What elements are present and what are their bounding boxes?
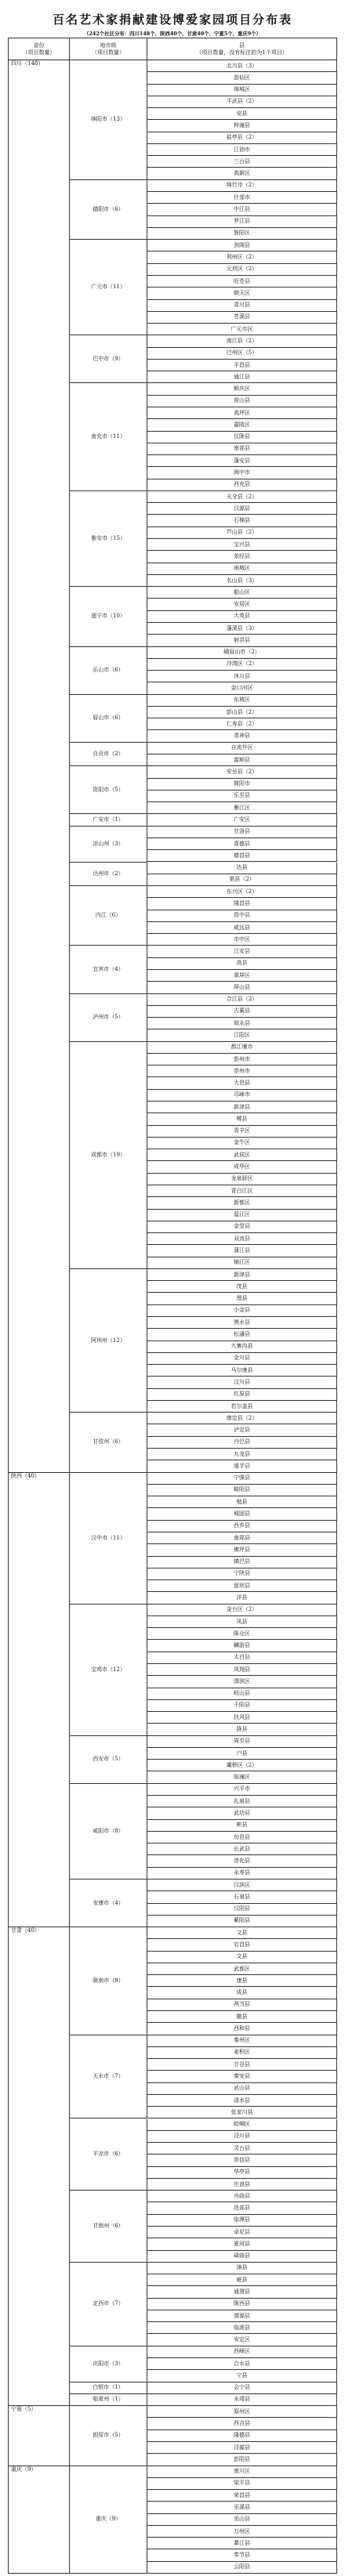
county-cell: 陇县: [147, 1724, 337, 1735]
county-cell: 两当县: [147, 1999, 337, 2011]
county-cell: 马尔康县: [147, 1365, 337, 1377]
province-cell: 甘肃（40）: [8, 1927, 70, 2406]
county-cell: 文县: [147, 1927, 337, 1939]
county-cell: 崇信县: [147, 2155, 337, 2166]
county-cell: 隆德县: [147, 2430, 337, 2442]
county-cell: 盐亭县（2）: [147, 132, 337, 144]
county-cell: 岐山县: [147, 1688, 337, 1700]
county-cell: 罗江县: [147, 216, 337, 228]
county-cell: 金口河区: [147, 682, 337, 694]
county-cell: 剑阁县: [147, 240, 337, 251]
county-cell: 奉节县: [147, 2549, 337, 2561]
county-cell: 张家川县: [147, 2107, 337, 2118]
county-cell: 什邡市: [147, 192, 337, 204]
city-cell: 甘南州（6）: [70, 2191, 147, 2263]
city-cell: 天水市（7）: [70, 2035, 147, 2119]
county-cell: 彬县: [147, 1820, 337, 1832]
header-province-line: 省份: [33, 42, 45, 49]
county-cell: 岷县: [147, 2274, 337, 2286]
county-cell: 简阳市: [147, 779, 337, 791]
county-cell: 道孚县: [147, 1460, 337, 1472]
county-cell: 东兴区（2）: [147, 886, 337, 898]
county-cell: 徽县: [147, 2011, 337, 2023]
county-cell: 荥经县: [147, 551, 337, 563]
county-cell: 市中区: [147, 934, 337, 946]
county-cell: 新津县: [147, 1269, 337, 1281]
county-cell: 扶风县: [147, 1712, 337, 1724]
county-cell: 宁强县: [147, 1473, 337, 1485]
city-cell: 咸阳市（8）: [70, 1784, 147, 1880]
county-cell: 汉滨区: [147, 1880, 337, 1891]
county-cell: 紫阳县: [147, 1916, 337, 1927]
county-cell: 庄浪县: [147, 2179, 337, 2191]
county-cell: 松潘县: [147, 1329, 337, 1340]
county-cell: 广元市区: [147, 324, 337, 335]
county-cell: 南郑县: [147, 1532, 337, 1544]
city-cell: 白银市（1）: [70, 2382, 147, 2394]
province-cell: 重庆（9）: [8, 2466, 70, 2574]
city-cell: 达州市（2）: [70, 863, 147, 887]
county-cell: 夏河县: [147, 2238, 337, 2250]
city-cell: 遂宁市（10）: [70, 587, 147, 646]
county-cell: 巴州区（5）: [147, 348, 337, 360]
city-cell: 南充市（11）: [70, 383, 147, 490]
county-cell: 秦安县: [147, 2071, 337, 2082]
county-cell: 西吉县: [147, 2418, 337, 2429]
county-cell: 石棉县: [147, 515, 337, 526]
county-cell: 洋县: [147, 1592, 337, 1604]
county-cell: 古蔺县: [147, 1006, 337, 1018]
county-cell: 西峰区: [147, 2346, 337, 2358]
county-cell: 新都区: [147, 1197, 337, 1209]
city-cell: 绵阳市（13）: [70, 60, 147, 180]
county-cell: 陈仓区: [147, 1628, 337, 1640]
county-cell: 泾源县: [147, 2442, 337, 2454]
city-cell: 西安市（5）: [70, 1736, 147, 1784]
county-cell: 沐川县: [147, 671, 337, 682]
county-cell: 青神县: [147, 730, 337, 742]
city-cell: 乐山市（6）: [70, 647, 147, 695]
county-cell: 安县: [147, 108, 337, 120]
county-cell: 江油市: [147, 144, 337, 156]
city-cell: 雅安市（15）: [70, 491, 147, 587]
county-cell: 嘉陵区: [147, 419, 337, 431]
city-cell: 庆阳市（3）: [70, 2346, 147, 2382]
county-cell: 兴平市: [147, 1784, 337, 1796]
county-cell: 元坝区（2）: [147, 264, 337, 276]
county-cell: 北川县（3）: [147, 60, 337, 72]
county-cell: 万州区: [147, 2526, 337, 2538]
county-cell: 西充县: [147, 479, 337, 491]
county-cell: 武功县: [147, 1807, 337, 1819]
county-cell: 迭部县: [147, 2202, 337, 2214]
county-cell: 荣昌县: [147, 2490, 337, 2502]
city-cell: 重庆（9）: [70, 2466, 147, 2574]
county-cell: 江安县: [147, 946, 337, 957]
province-cell: 陕西（40）: [8, 1473, 70, 1927]
county-cell: 青川县: [147, 300, 337, 312]
county-cell: 崆峒区: [147, 2119, 337, 2131]
county-cell: 临潭县: [147, 2215, 337, 2227]
county-cell: 旬邑县: [147, 1832, 337, 1843]
county-cell: 甘洛县: [147, 827, 337, 838]
city-cell: 安康市（4）: [70, 1880, 147, 1927]
county-cell: 营山县: [147, 396, 337, 407]
header-province: [8, 38, 70, 60]
county-cell: 汶川县: [147, 1377, 337, 1388]
county-cell: 佛坪县: [147, 1544, 337, 1556]
page-subtitle: （242个社区分布：四川148个、陕西40个、甘肃40个、宁夏5个、重庆9个）: [84, 31, 261, 37]
city-cell: 阿坝州（12）: [70, 1269, 147, 1413]
city-cell: 广安市（1）: [70, 814, 147, 826]
header-city-line: 地市级: [100, 42, 117, 49]
county-cell: 略阳县: [147, 1485, 337, 1496]
county-cell: 乐至县: [147, 791, 337, 802]
city-cell: 泸州市（5）: [70, 994, 147, 1042]
county-cell: 蓬溪县（3）: [147, 623, 337, 635]
county-cell: 广安区: [147, 814, 337, 826]
county-cell: 仪陇县: [147, 432, 337, 443]
county-cell: 苍溪县: [147, 312, 337, 324]
county-cell: 武山县: [147, 2083, 337, 2095]
county-cell: 麦积区: [147, 2047, 337, 2059]
city-cell: 巴中市（9）: [70, 335, 147, 383]
county-cell: 麟游县: [147, 1640, 337, 1652]
county-cell: 渭滨区: [147, 1676, 337, 1688]
county-cell: 长武县: [147, 1843, 337, 1855]
county-cell: 邛崃市: [147, 1090, 337, 1102]
county-cell: 自流井区: [147, 743, 337, 754]
county-cell: 泸定县: [147, 1424, 337, 1436]
county-cell: 户县: [147, 1748, 337, 1760]
county-cell: 金牛区: [147, 1138, 337, 1149]
county-cell: 彭山县（2）: [147, 707, 337, 718]
county-cell: 灞桥区（2）: [147, 1760, 337, 1771]
county-cell: 沙湾区（2）: [147, 659, 337, 671]
county-cell: 红原县: [147, 1389, 337, 1401]
county-cell: 金川县: [147, 1353, 337, 1365]
county-cell: 新津县: [147, 1102, 337, 1113]
county-cell: 通江县: [147, 371, 337, 383]
city-cell: 内江（6）: [70, 886, 147, 946]
county-cell: 宁陕县: [147, 1568, 337, 1580]
county-cell: 綦江县: [147, 2538, 337, 2549]
county-cell: 安岳县（2）: [147, 766, 337, 778]
county-cell: 西乡县: [147, 1521, 337, 1532]
county-cell: 崇州市: [147, 1065, 337, 1077]
county-cell: 都江堰市: [147, 1042, 337, 1054]
county-cell: 合水县: [147, 2358, 337, 2370]
county-cell: 雁江区: [147, 802, 337, 814]
project-distribution-table: [8, 38, 337, 2574]
county-cell: 成华区: [147, 1161, 337, 1173]
county-cell: 宝兴县: [147, 539, 337, 551]
county-cell: 阆中市: [147, 467, 337, 479]
header-city: [70, 38, 147, 60]
county-cell: 绵城区: [147, 85, 337, 96]
county-cell: 原州区: [147, 2406, 337, 2418]
city-cell: 凉山州（3）: [70, 827, 147, 863]
county-cell: 安定区: [147, 2334, 337, 2346]
county-cell: 周至县: [147, 1736, 337, 1748]
county-cell: 蓬安县: [147, 455, 337, 467]
county-cell: 碌曲县: [147, 2251, 337, 2263]
county-cell: 九寨沟县: [147, 1341, 337, 1353]
county-cell: 礼泉县: [147, 1796, 337, 1807]
county-cell: 云阳县: [147, 2562, 337, 2574]
city-cell: 定西市（7）: [70, 2263, 147, 2346]
county-cell: 陇西县: [147, 2299, 337, 2310]
county-cell: 青羊区: [147, 1126, 337, 1138]
county-cell: 高坪区: [147, 407, 337, 419]
page-title: 百名艺术家捐献建设博爱家园项目分布表: [52, 13, 292, 27]
county-cell: 理县: [147, 1293, 337, 1304]
county-cell: 船山区: [147, 587, 337, 599]
province-cell: 宁夏（5）: [8, 2406, 70, 2466]
county-cell: 临潼区: [147, 1771, 337, 1783]
county-cell: 雨城区: [147, 563, 337, 575]
county-cell: 金堂县: [147, 1221, 337, 1233]
county-cell: 龙泉驿区: [147, 1174, 337, 1185]
county-cell: 石泉县: [147, 1891, 337, 1903]
county-cell: 平武县（2）: [147, 96, 337, 108]
header-city-line: （项目数量）: [92, 49, 125, 56]
city-cell: 宝鸡市（12）: [70, 1605, 147, 1736]
county-cell: 武侯区: [147, 1149, 337, 1161]
county-cell: 三台县: [147, 156, 337, 168]
county-cell: 千阳县: [147, 1700, 337, 1712]
county-cell: 小金县: [147, 1305, 337, 1317]
county-cell: 九龙县: [147, 1449, 337, 1460]
city-cell: 陇南市（9）: [70, 1927, 147, 2035]
county-cell: 漳县: [147, 2263, 337, 2274]
county-cell: 彭州市: [147, 1054, 337, 1065]
province-cell: 四川（148）: [8, 60, 70, 1473]
county-cell: 南江县（2）: [147, 335, 337, 347]
county-cell: 文县: [147, 1952, 337, 1963]
city-cell: 汉中市（11）: [70, 1473, 147, 1605]
header-county-line: （项目数量，没有标注的为1个项目）: [196, 49, 288, 56]
county-cell: 渠县（2）: [147, 874, 337, 886]
county-cell: 黑水县: [147, 1317, 337, 1329]
county-cell: 巫溪县: [147, 2502, 337, 2513]
county-cell: 淳化县: [147, 1855, 337, 1867]
county-cell: 锦江区: [147, 1257, 337, 1269]
county-cell: 江阳区: [147, 1029, 337, 1041]
city-cell: 德阳市（6）: [70, 180, 147, 240]
county-cell: 宁县: [147, 2370, 337, 2382]
county-cell: 仁寿县（2）: [147, 718, 337, 730]
county-cell: 青白江区: [147, 1185, 337, 1197]
county-cell: 华亭县: [147, 2167, 337, 2179]
county-cell: 翠屏区: [147, 970, 337, 982]
county-cell: 通渭县: [147, 2286, 337, 2298]
city-cell: 眉山市（6）: [70, 695, 147, 743]
county-cell: 大英县: [147, 611, 337, 623]
county-cell: 汉源县: [147, 503, 337, 515]
county-cell: 彭阳县: [147, 2454, 337, 2466]
county-cell: 游仙区: [147, 72, 337, 84]
county-cell: 清水县: [147, 2095, 337, 2107]
county-cell: 德昌县: [147, 850, 337, 862]
county-cell: 凤翔县: [147, 1664, 337, 1676]
county-cell: 成县: [147, 1987, 337, 1999]
county-cell: 芦山县（2）: [147, 527, 337, 539]
county-cell: 达县: [147, 863, 337, 874]
county-cell: 温江区: [147, 1210, 337, 1221]
county-cell: 旌阳区: [147, 228, 337, 240]
county-cell: 城固县: [147, 1508, 337, 1520]
header-county: [147, 38, 337, 60]
county-cell: 叙永县: [147, 1018, 337, 1029]
county-cell: 秦州区: [147, 2035, 337, 2047]
county-cell: 大邑县: [147, 1077, 337, 1089]
county-cell: 临洮县: [147, 2322, 337, 2334]
county-cell: 朝天区: [147, 288, 337, 299]
county-cell: 灵台县: [147, 2143, 337, 2155]
county-cell: 合江县（2）: [147, 994, 337, 1006]
county-cell: 射洪县: [147, 635, 337, 646]
county-cell: 康县: [147, 1975, 337, 1987]
city-cell: 广元市（11）: [70, 240, 147, 335]
city-cell: 平凉市（6）: [70, 2119, 147, 2191]
county-cell: 名山县（3）: [147, 575, 337, 587]
county-cell: 威远县: [147, 922, 337, 934]
county-cell: 利州区（2）: [147, 251, 337, 263]
county-cell: 东坡区: [147, 695, 337, 707]
city-cell: 自贡市（2）: [70, 743, 147, 767]
city-cell: 宜宾市（4）: [70, 946, 147, 993]
county-cell: 汉阴县: [147, 1904, 337, 1916]
county-cell: 资中县: [147, 910, 337, 922]
county-cell: 镇巴县: [147, 1557, 337, 1568]
county-cell: 梓潼县: [147, 120, 337, 132]
county-cell: 永靖县: [147, 2394, 337, 2406]
county-cell: 蒲江县: [147, 1245, 337, 1257]
county-cell: 泾川县: [147, 2131, 337, 2143]
county-cell: 绵竹市（2）: [147, 180, 337, 192]
county-cell: 高新区: [147, 168, 337, 179]
county-cell: 屏山县: [147, 982, 337, 993]
county-cell: 中江县: [147, 204, 337, 215]
county-cell: 留坝县: [147, 1580, 337, 1592]
county-cell: 梁平县: [147, 2478, 337, 2490]
county-cell: 安居区: [147, 599, 337, 610]
county-cell: 隆昌县: [147, 898, 337, 910]
county-cell: 南川区: [147, 2466, 337, 2478]
county-cell: 卓尼县: [147, 2227, 337, 2238]
county-cell: 甘谷县: [147, 2059, 337, 2071]
county-cell: 南部县: [147, 443, 337, 455]
county-cell: 天全县（2）: [147, 491, 337, 503]
county-cell: 勉县: [147, 1496, 337, 1508]
county-cell: 西和县: [147, 2023, 337, 2035]
county-cell: 郫县: [147, 1113, 337, 1125]
county-cell: 丹巴县: [147, 1437, 337, 1449]
county-cell: 永寿县: [147, 1868, 337, 1880]
county-cell: 富顺县: [147, 754, 337, 766]
county-cell: 康定县（2）: [147, 1413, 337, 1424]
county-cell: 双流县: [147, 1233, 337, 1245]
city-cell: 资阳市（5）: [70, 766, 147, 814]
county-cell: 茂县: [147, 1281, 337, 1293]
county-cell: 金台区（2）: [147, 1605, 337, 1616]
county-cell: 渭源县: [147, 2310, 337, 2322]
county-cell: 舟曲县: [147, 2191, 337, 2202]
county-cell: 顺庆区: [147, 383, 337, 395]
header-county-line: 县: [239, 42, 245, 49]
county-cell: 会宁县: [147, 2382, 337, 2394]
city-cell: 固原市（5）: [70, 2406, 147, 2466]
county-cell: 若尔盖县: [147, 1401, 337, 1413]
city-cell: 成都市（19）: [70, 1042, 147, 1269]
county-cell: 平昌县: [147, 360, 337, 371]
county-cell: 凤县: [147, 1616, 337, 1628]
header-province-line: （项目数量）: [22, 49, 56, 56]
county-cell: 太白县: [147, 1652, 337, 1664]
city-cell: 甘孜州（6）: [70, 1413, 147, 1472]
county-cell: 旺苍县: [147, 276, 337, 288]
county-cell: 峨眉山市（2）: [147, 647, 337, 659]
city-cell: 临夏州（1）: [70, 2394, 147, 2406]
county-cell: 巫山县: [147, 2514, 337, 2526]
county-cell: 宕昌县: [147, 1939, 337, 1951]
county-cell: 武都区: [147, 1963, 337, 1975]
county-cell: 高县: [147, 958, 337, 970]
county-cell: 喜德县: [147, 838, 337, 850]
